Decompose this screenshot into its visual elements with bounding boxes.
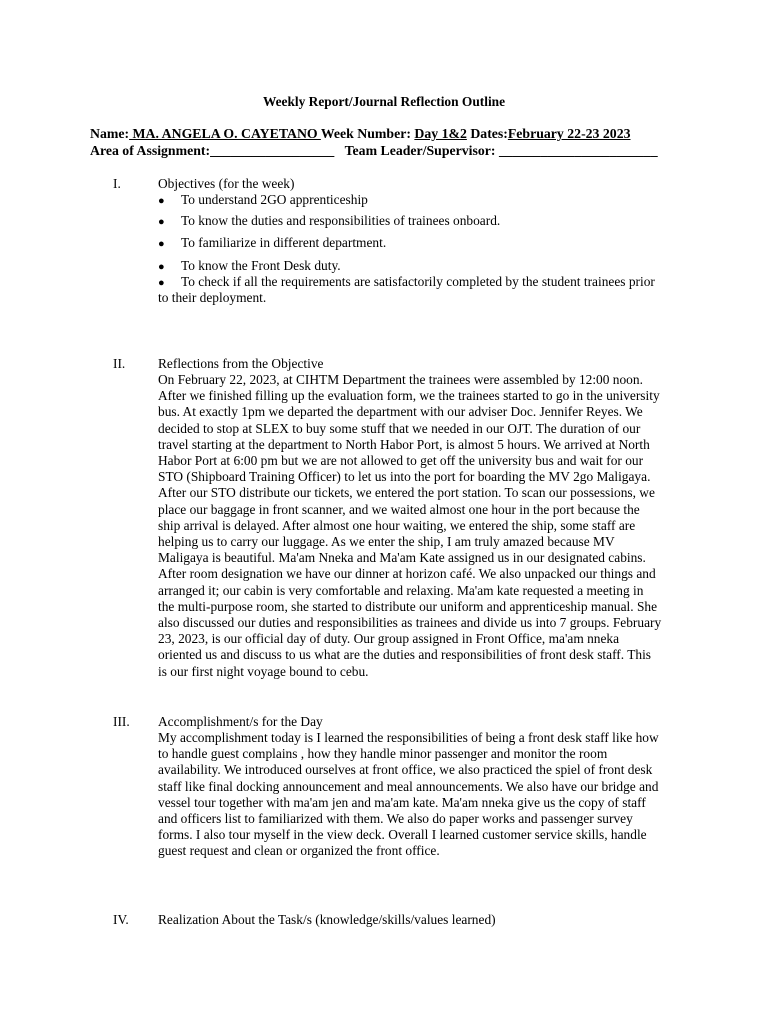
paragraph-line: arranged it; our cabin is very comfortable and relaxing. Ma'am kate requested a meeting in	[158, 582, 644, 598]
paragraph-line: Habor Port at 6:00 pm but we are not allowed to get off the university bus and wait for our	[158, 453, 644, 469]
area-label: Area of Assignment:	[90, 142, 211, 158]
section-heading: Realization About the Task/s (knowledge/skills/values learned)	[158, 912, 496, 927]
leader-value: _______________________	[498, 142, 658, 158]
section-numeral: IV.	[113, 912, 129, 927]
leader-label: Team Leader/Supervisor:	[344, 142, 496, 158]
bullet-icon: ●	[158, 277, 165, 289]
paragraph-line: staff like final docking announcement and meal announcements. We also have our bridge and	[158, 778, 659, 794]
dates-value: February 22-23 2023	[507, 126, 631, 141]
paragraph-line: decided to stop at SLEX to buy some stuff that we needed in our OJT. The duration of our	[158, 420, 641, 436]
paragraph-line: STO (Shipboard Training Officer) to let us into the port for boarding the MV 2go Maligaya.	[158, 469, 651, 485]
objective-item: ● To know the duties and responsibilities of trainees onboard.	[158, 213, 500, 230]
paragraph-line: availability. We introduced ourselves at front office, we also practiced the spiel of front desk	[158, 762, 653, 778]
section-numeral: I.	[113, 176, 121, 191]
paragraph-line: 23, 2023, is our official day of duty. Our group assigned in Front Office, ma'am nneka	[158, 631, 620, 647]
paragraph-line: After our STO distribute our tickets, we entered the port station. To scan our possessions, we	[158, 485, 655, 501]
bullet-icon: ●	[158, 238, 165, 250]
document-title: Weekly Report/Journal Reflection Outline	[262, 94, 506, 109]
paragraph-line: place our baggage in front scanner, and we waited almost one hour in the port because the	[158, 501, 640, 517]
bullet-icon: ●	[158, 216, 165, 228]
objective-item-continued: to their deployment.	[158, 290, 267, 305]
header-line-1	[90, 126, 710, 143]
dates-label: Dates:	[470, 126, 508, 141]
bullet-icon: ●	[158, 261, 165, 273]
paragraph-line: is our first night voyage bound to cebu.	[158, 663, 369, 679]
paragraph-line: ship arrival is delayed. After almost one hour waiting, we entered the ship, some staff are	[158, 517, 636, 533]
paragraph-line: helping us to carry our luggage. As we enter the ship, I am truly amazed because MV	[158, 534, 615, 550]
objective-item: ● To know the Front Desk duty.	[158, 258, 341, 275]
accomplishment-paragraph	[158, 730, 686, 860]
name-label: Name:	[90, 126, 130, 141]
paragraph-line: My accomplishment today is I learned the responsibilities of being a front desk staff like how	[158, 730, 659, 745]
section-heading: Reflections from the Objective	[158, 356, 324, 371]
paragraph-line: to handle guest complains , how they handle minor passenger and monitor the room	[158, 746, 608, 762]
paragraph-line: and officers list to familiarized with them. We also do paper works and passenger survey	[158, 811, 633, 827]
reflection-paragraph	[158, 372, 686, 680]
paragraph-line: After room designation we have our dinner at horizon café. We also unpacked our things and	[158, 566, 656, 582]
paragraph-line: travel starting at the department to North Habor Port, is almost 5 hours. We arrived at North	[158, 436, 650, 452]
header-line-2	[90, 143, 710, 160]
area-value: __________________	[210, 142, 335, 158]
paragraph-line: the multi-purpose room, she started to distribute our uniform and apprenticeship manual. She	[158, 598, 658, 614]
objective-item: ● To understand 2GO apprenticeship	[158, 192, 368, 209]
paragraph-line: After we finished filling up the evaluation form, we the trainees started to go in the university	[158, 388, 660, 404]
name-value: MA. ANGELA O. CAYETANO	[129, 126, 321, 141]
paragraph-line: Maligaya is beautiful. Ma'am Nneka and Ma'am Kate assigned us in our designated cabins.	[158, 550, 646, 566]
section-numeral: III.	[113, 714, 130, 729]
paragraph-line: On February 22, 2023, at CIHTM Department the trainees were assembled by 12:00 noon.	[158, 372, 643, 387]
paragraph-line: forms. I also tour myself in the view deck. Overall I learned customer service skills, handle	[158, 827, 647, 843]
paragraph-line: oriented us and discuss to us what are the duties and responsibilities of front desk staff. This	[158, 647, 652, 663]
report-header	[90, 126, 710, 159]
paragraph-line: vessel tour together with ma'am jen and ma'am kate. Ma'am nneka give us the copy of staff	[158, 794, 646, 810]
week-value: Day 1&2	[414, 126, 467, 141]
objective-item: ● To familiarize in different department.	[158, 235, 386, 252]
section-heading: Objectives (for the week)	[158, 176, 295, 191]
paragraph-line: guest request and clean or organized the front office.	[158, 843, 440, 859]
bullet-icon: ●	[158, 195, 165, 207]
paragraph-line: also discussed our duties and responsibilities as trainees and divide us into 7 groups. February	[158, 615, 662, 631]
paragraph-line: bus. At exactly 1pm we departed the department with our adviser Doc. Jennifer Reyes. We	[158, 404, 643, 420]
section-numeral: II.	[113, 356, 126, 371]
week-label: Week Number:	[320, 126, 411, 141]
section-heading: Accomplishment/s for the Day	[158, 714, 323, 729]
objective-item: ● To check if all the requirements are satisfactorily completed by the student trainees prior	[158, 274, 655, 291]
